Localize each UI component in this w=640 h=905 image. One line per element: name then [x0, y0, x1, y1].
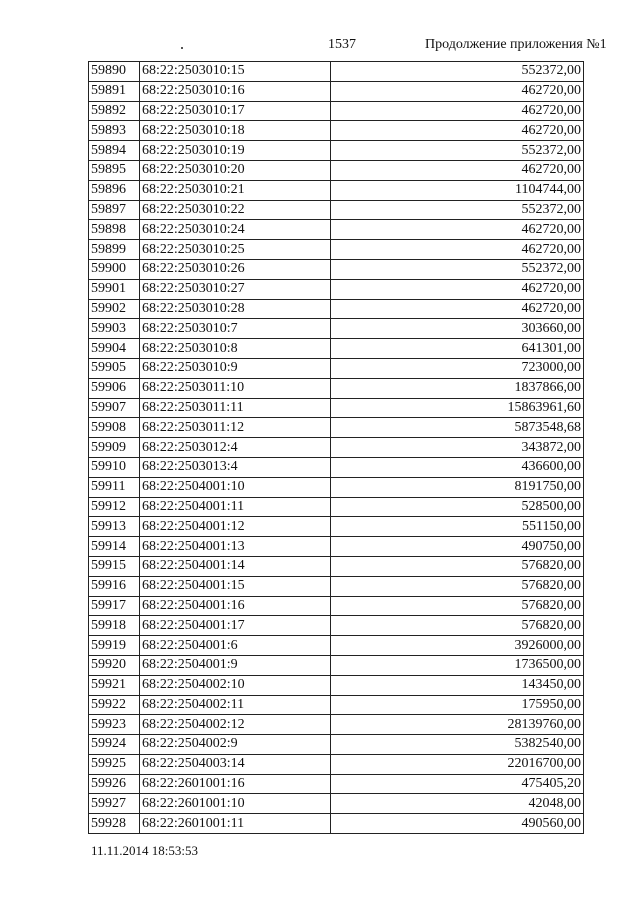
table-row	[89, 259, 584, 279]
cadastral-number: 68:22:2503013:4	[140, 457, 331, 477]
row-number: 59914	[89, 537, 140, 557]
table-row	[89, 537, 584, 557]
table-row	[89, 675, 584, 695]
cadastral-value: 8191750,00	[331, 477, 584, 497]
cadastral-number: 68:22:2504001:12	[140, 517, 331, 537]
table-row	[89, 200, 584, 220]
cadastral-value: 15863961,60	[331, 398, 584, 418]
cadastral-number: 68:22:2503010:24	[140, 220, 331, 240]
table-row	[89, 398, 584, 418]
cadastral-value: 22016700,00	[331, 754, 584, 774]
cadastral-number: 68:22:2503010:15	[140, 62, 331, 82]
table-row	[89, 319, 584, 339]
cadastral-number: 68:22:2503011:10	[140, 378, 331, 398]
cadastral-value-table	[88, 61, 584, 834]
cadastral-value: 551150,00	[331, 517, 584, 537]
table-row	[89, 794, 584, 814]
cadastral-value: 5382540,00	[331, 735, 584, 755]
table-body	[89, 62, 584, 834]
cadastral-value: 462720,00	[331, 299, 584, 319]
row-number: 59913	[89, 517, 140, 537]
table-row	[89, 695, 584, 715]
cadastral-value: 552372,00	[331, 200, 584, 220]
cadastral-number: 68:22:2503010:8	[140, 339, 331, 359]
table-row	[89, 299, 584, 319]
cadastral-value: 462720,00	[331, 81, 584, 101]
row-number: 59912	[89, 497, 140, 517]
row-number: 59905	[89, 358, 140, 378]
cadastral-value: 42048,00	[331, 794, 584, 814]
cadastral-value: 576820,00	[331, 616, 584, 636]
row-number: 59918	[89, 616, 140, 636]
row-number: 59921	[89, 675, 140, 695]
cadastral-number: 68:22:2504002:10	[140, 675, 331, 695]
cadastral-number: 68:22:2601001:11	[140, 814, 331, 834]
cadastral-number: 68:22:2504001:10	[140, 477, 331, 497]
cadastral-number: 68:22:2504001:14	[140, 556, 331, 576]
cadastral-value: 475405,20	[331, 774, 584, 794]
row-number: 59900	[89, 259, 140, 279]
row-number: 59907	[89, 398, 140, 418]
row-number: 59902	[89, 299, 140, 319]
cadastral-number: 68:22:2504002:9	[140, 735, 331, 755]
row-number: 59904	[89, 339, 140, 359]
row-number: 59923	[89, 715, 140, 735]
row-number: 59890	[89, 62, 140, 82]
cadastral-number: 68:22:2503010:27	[140, 279, 331, 299]
cadastral-number: 68:22:2503010:18	[140, 121, 331, 141]
table-row	[89, 101, 584, 121]
table-row	[89, 160, 584, 180]
row-number: 59924	[89, 735, 140, 755]
cadastral-number: 68:22:2504001:9	[140, 655, 331, 675]
row-number: 59919	[89, 636, 140, 656]
cadastral-value: 462720,00	[331, 220, 584, 240]
table-row	[89, 576, 584, 596]
row-number: 59917	[89, 596, 140, 616]
cadastral-value: 641301,00	[331, 339, 584, 359]
row-number: 59928	[89, 814, 140, 834]
row-number: 59916	[89, 576, 140, 596]
cadastral-value: 462720,00	[331, 101, 584, 121]
table-row	[89, 735, 584, 755]
table-row	[89, 616, 584, 636]
cadastral-value: 1736500,00	[331, 655, 584, 675]
cadastral-value: 3926000,00	[331, 636, 584, 656]
cadastral-value: 143450,00	[331, 675, 584, 695]
table-row	[89, 378, 584, 398]
table-row	[89, 556, 584, 576]
row-number: 59927	[89, 794, 140, 814]
cadastral-number: 68:22:2504001:17	[140, 616, 331, 636]
cadastral-number: 68:22:2504001:16	[140, 596, 331, 616]
cadastral-value: 5873548,68	[331, 418, 584, 438]
cadastral-value: 576820,00	[331, 556, 584, 576]
cadastral-value: 552372,00	[331, 259, 584, 279]
row-number: 59911	[89, 477, 140, 497]
cadastral-number: 68:22:2503010:22	[140, 200, 331, 220]
cadastral-number: 68:22:2504002:12	[140, 715, 331, 735]
row-number: 59893	[89, 121, 140, 141]
row-number: 59892	[89, 101, 140, 121]
cadastral-number: 68:22:2503012:4	[140, 438, 331, 458]
cadastral-number: 68:22:2504003:14	[140, 754, 331, 774]
table-row	[89, 339, 584, 359]
cadastral-number: 68:22:2503010:16	[140, 81, 331, 101]
cadastral-value: 552372,00	[331, 62, 584, 82]
cadastral-number: 68:22:2503011:11	[140, 398, 331, 418]
page-number: 1537	[328, 37, 356, 52]
table-row	[89, 754, 584, 774]
cadastral-number: 68:22:2601001:10	[140, 794, 331, 814]
cadastral-value: 528500,00	[331, 497, 584, 517]
cadastral-value: 723000,00	[331, 358, 584, 378]
cadastral-number: 68:22:2504001:11	[140, 497, 331, 517]
row-number: 59891	[89, 81, 140, 101]
table-row	[89, 121, 584, 141]
row-number: 59922	[89, 695, 140, 715]
cadastral-number: 68:22:2503010:26	[140, 259, 331, 279]
row-number: 59897	[89, 200, 140, 220]
cadastral-value: 303660,00	[331, 319, 584, 339]
cadastral-number: 68:22:2503010:7	[140, 319, 331, 339]
table-row	[89, 814, 584, 834]
row-number: 59894	[89, 141, 140, 161]
cadastral-value: 576820,00	[331, 576, 584, 596]
cadastral-number: 68:22:2503011:12	[140, 418, 331, 438]
table-row	[89, 418, 584, 438]
cadastral-value: 175950,00	[331, 695, 584, 715]
cadastral-value: 462720,00	[331, 279, 584, 299]
table-row	[89, 81, 584, 101]
table-row	[89, 636, 584, 656]
table-row	[89, 774, 584, 794]
row-number: 59903	[89, 319, 140, 339]
row-number: 59906	[89, 378, 140, 398]
table-row	[89, 715, 584, 735]
cadastral-value: 462720,00	[331, 121, 584, 141]
cadastral-number: 68:22:2503010:19	[140, 141, 331, 161]
cadastral-value: 490560,00	[331, 814, 584, 834]
cadastral-number: 68:22:2601001:16	[140, 774, 331, 794]
table-row	[89, 220, 584, 240]
print-timestamp: 11.11.2014 18:53:53	[91, 843, 199, 858]
row-number: 59901	[89, 279, 140, 299]
row-number: 59895	[89, 160, 140, 180]
cadastral-value: 462720,00	[331, 240, 584, 260]
table-row	[89, 596, 584, 616]
cadastral-value: 436600,00	[331, 457, 584, 477]
cadastral-number: 68:22:2503010:20	[140, 160, 331, 180]
cadastral-value: 1837866,00	[331, 378, 584, 398]
cadastral-number: 68:22:2504001:13	[140, 537, 331, 557]
table-row	[89, 477, 584, 497]
table-row	[89, 457, 584, 477]
table-row	[89, 279, 584, 299]
row-number: 59925	[89, 754, 140, 774]
cadastral-number: 68:22:2503010:28	[140, 299, 331, 319]
table-row	[89, 358, 584, 378]
row-number: 59896	[89, 180, 140, 200]
cadastral-value: 576820,00	[331, 596, 584, 616]
row-number: 59908	[89, 418, 140, 438]
row-number: 59926	[89, 774, 140, 794]
row-number: 59920	[89, 655, 140, 675]
row-number: 59915	[89, 556, 140, 576]
table-row	[89, 438, 584, 458]
cadastral-value: 490750,00	[331, 537, 584, 557]
cadastral-value: 343872,00	[331, 438, 584, 458]
cadastral-number: 68:22:2503010:25	[140, 240, 331, 260]
cadastral-number: 68:22:2503010:9	[140, 358, 331, 378]
row-number: 59909	[89, 438, 140, 458]
cadastral-value: 1104744,00	[331, 180, 584, 200]
continuation-heading: Продолжение приложения №1	[425, 37, 607, 52]
table-row	[89, 240, 584, 260]
row-number: 59898	[89, 220, 140, 240]
cadastral-number: 68:22:2504001:15	[140, 576, 331, 596]
table-row	[89, 497, 584, 517]
cadastral-number: 68:22:2504001:6	[140, 636, 331, 656]
row-number: 59899	[89, 240, 140, 260]
cadastral-value: 28139760,00	[331, 715, 584, 735]
cadastral-value: 462720,00	[331, 160, 584, 180]
table-row	[89, 655, 584, 675]
row-number: 59910	[89, 457, 140, 477]
table-row	[89, 180, 584, 200]
cadastral-number: 68:22:2504002:11	[140, 695, 331, 715]
table-row	[89, 62, 584, 82]
cadastral-value: 552372,00	[331, 141, 584, 161]
table-row	[89, 517, 584, 537]
cadastral-number: 68:22:2503010:17	[140, 101, 331, 121]
cadastral-number: 68:22:2503010:21	[140, 180, 331, 200]
table-row	[89, 141, 584, 161]
scan-speck	[181, 47, 183, 49]
